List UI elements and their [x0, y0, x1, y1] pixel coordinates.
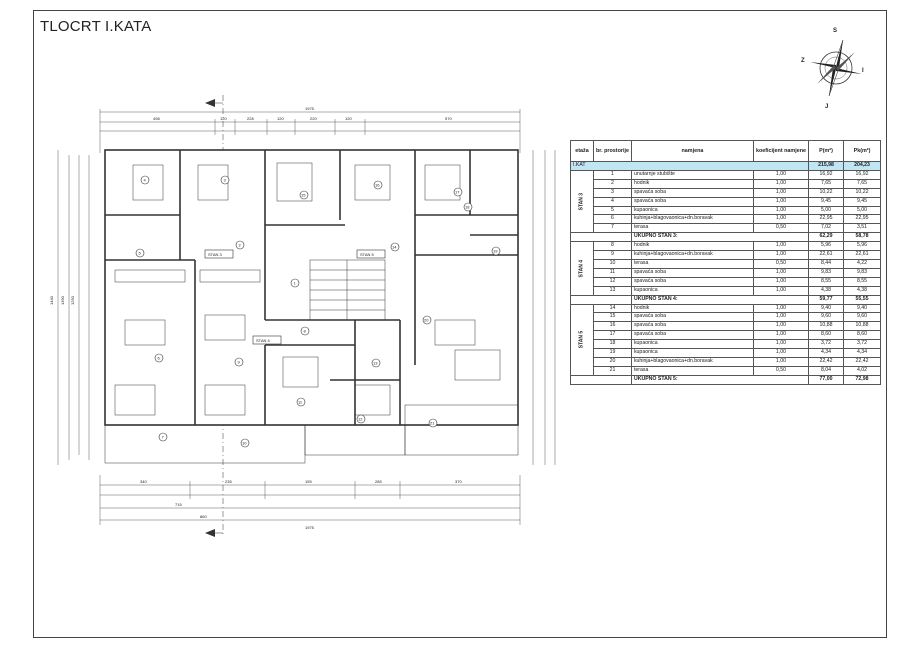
cell-namjena: kuhinja+blagovaonica+dn.boravak [631, 251, 753, 260]
cell-namjena: spavaća soba [631, 322, 753, 331]
compass-rose [800, 22, 870, 112]
table-row [571, 197, 881, 206]
cell-koef: 1,00 [753, 277, 808, 286]
table-row [571, 170, 881, 179]
left-dimensions [49, 150, 89, 465]
cell-p: 5,00 [809, 206, 844, 215]
total-spacer [571, 295, 632, 304]
cell-p: 8,55 [809, 277, 844, 286]
cell-namjena: kupaonica [631, 286, 753, 295]
cell-p: 22,42 [809, 357, 844, 366]
cell-p: 3,72 [809, 340, 844, 349]
bottom-dimensions [100, 475, 520, 530]
cell-br: 17 [594, 331, 632, 340]
table-row-total [571, 233, 881, 242]
dim-left-3: 1250 [70, 296, 75, 305]
dim-left-2: 1390 [60, 296, 65, 305]
compass-north: S [833, 28, 838, 34]
cell-br: 20 [594, 357, 632, 366]
stan5-plan-label: STAN 5 [360, 252, 374, 257]
table-row [571, 224, 881, 233]
cell-br: 6 [594, 215, 632, 224]
dim-bottom-4: 285 [375, 479, 382, 484]
dim-bottom-6: 715 [175, 502, 182, 507]
cell-koef: 1,00 [753, 188, 808, 197]
table-row [571, 322, 881, 331]
cell-namjena: hodnik [631, 304, 753, 313]
cell-namjena: spavaća soba [631, 188, 753, 197]
cell-pk: 9,83 [844, 268, 881, 277]
table-row [571, 304, 881, 313]
stan3-plan-label: STAN 3 [208, 252, 222, 257]
dim-bottom-2: 235 [225, 479, 232, 484]
cell-p: 8,44 [809, 259, 844, 268]
cell-p: 9,45 [809, 197, 844, 206]
kat-p: 215,98 [809, 162, 844, 171]
cell-namjena: terasa [631, 366, 753, 375]
cell-p: 8,04 [809, 366, 844, 375]
cell-br: 11 [594, 268, 632, 277]
cell-koef: 1,00 [753, 268, 808, 277]
cell-br: 19 [594, 349, 632, 358]
cell-koef: 1,00 [753, 242, 808, 251]
cell-koef: 1,00 [753, 331, 808, 340]
cell-br: 5 [594, 206, 632, 215]
stan4-plan-label: STAN 4 [256, 338, 270, 343]
cell-p: 9,60 [809, 313, 844, 322]
cell-br: 4 [594, 197, 632, 206]
col-etaza: etaža [571, 141, 594, 162]
dim-bottom-7: 860 [200, 514, 207, 519]
cell-pk: 9,45 [844, 197, 881, 206]
total-p: 59,77 [809, 295, 844, 304]
table-body [571, 162, 881, 385]
cell-koef: 1,00 [753, 286, 808, 295]
cell-koef: 0,50 [753, 224, 808, 233]
cell-koef: 0,50 [753, 259, 808, 268]
total-label: UKUPNO STAN 5: [631, 375, 808, 384]
cell-namjena: hodnik [631, 179, 753, 188]
cell-p: 4,34 [809, 349, 844, 358]
cell-namjena: spavaća soba [631, 268, 753, 277]
total-label: UKUPNO STAN 3: [631, 233, 808, 242]
cell-koef: 1,00 [753, 179, 808, 188]
room-21: 21 [430, 420, 435, 426]
cell-koef: 1,00 [753, 340, 808, 349]
dim-bottom-1: 340 [140, 479, 147, 484]
cell-br: 2 [594, 179, 632, 188]
cell-koef: 1,00 [753, 349, 808, 358]
col-p: P(m²) [809, 141, 844, 162]
table-row-total [571, 375, 881, 384]
table-row [571, 349, 881, 358]
cell-p: 10,22 [809, 188, 844, 197]
dim-bottom-8: 1975 [305, 525, 314, 530]
cell-pk: 4,34 [844, 349, 881, 358]
room-19: 19 [493, 248, 498, 254]
dim-top-1: 498 [153, 116, 160, 121]
col-koef: koeficijent namjene [753, 141, 808, 162]
cell-pk: 5,00 [844, 206, 881, 215]
right-dimensions [533, 150, 555, 465]
dim-top-2: 120 [220, 116, 227, 121]
cell-pk: 4,38 [844, 286, 881, 295]
total-pk: 58,78 [844, 233, 881, 242]
dim-bottom-5: 370 [455, 479, 462, 484]
compass-south: J [825, 104, 829, 110]
cell-koef: 0,50 [753, 366, 808, 375]
stan-group-label: STAN 5 [571, 304, 594, 375]
room-9: 9 [237, 359, 240, 365]
floor-plan [49, 95, 565, 545]
dim-bottom-3: 155 [305, 479, 312, 484]
cell-koef: 1,00 [753, 357, 808, 366]
cell-koef: 1,00 [753, 197, 808, 206]
room-4: 4 [143, 177, 146, 183]
cell-namjena: terasa [631, 224, 753, 233]
cell-br: 1 [594, 170, 632, 179]
room-16: 16 [375, 182, 380, 188]
total-pk: 72,98 [844, 375, 881, 384]
cell-p: 22,61 [809, 251, 844, 260]
room-5: 5 [138, 250, 141, 256]
cell-br: 12 [594, 277, 632, 286]
total-spacer [571, 375, 632, 384]
room-11: 11 [298, 399, 303, 405]
cell-br: 9 [594, 251, 632, 260]
col-namjena: namjena [631, 141, 753, 162]
cell-pk: 7,65 [844, 179, 881, 188]
cell-p: 10,88 [809, 322, 844, 331]
table-row [571, 313, 881, 322]
cell-pk: 8,60 [844, 331, 881, 340]
cell-pk: 4,02 [844, 366, 881, 375]
cell-namjena: terasa [631, 259, 753, 268]
room-12: 12 [358, 416, 363, 422]
table-row [571, 206, 881, 215]
dim-top-4: 120 [277, 116, 284, 121]
dim-top-3: 228 [247, 116, 254, 121]
cell-br: 8 [594, 242, 632, 251]
table-row [571, 215, 881, 224]
room-14: 14 [392, 244, 397, 250]
table-row [571, 366, 881, 375]
room-17: 17 [455, 189, 460, 195]
col-br: br. prostorije [594, 141, 632, 162]
cell-koef: 1,00 [753, 215, 808, 224]
total-label: UKUPNO STAN 4: [631, 295, 808, 304]
table-row [571, 277, 881, 286]
cell-pk: 4,22 [844, 259, 881, 268]
cell-namjena: kupaonica [631, 349, 753, 358]
cell-pk: 22,42 [844, 357, 881, 366]
cell-koef: 1,00 [753, 313, 808, 322]
table-row [571, 188, 881, 197]
cell-p: 22,95 [809, 215, 844, 224]
cell-p: 7,02 [809, 224, 844, 233]
table-row-total [571, 295, 881, 304]
room-3: 3 [223, 177, 226, 183]
cell-namjena: kuhinja+blagovaonica+dn.boravak [631, 357, 753, 366]
cell-p: 7,65 [809, 179, 844, 188]
cell-pk: 3,51 [844, 224, 881, 233]
room-15: 15 [301, 192, 306, 198]
total-p: 62,29 [809, 233, 844, 242]
cell-koef: 1,00 [753, 170, 808, 179]
top-dimensions [100, 106, 520, 153]
cell-pk: 3,72 [844, 340, 881, 349]
cell-pk: 8,55 [844, 277, 881, 286]
room-7: 7 [161, 434, 164, 440]
dim-top-6: 120 [345, 116, 352, 121]
cell-koef: 1,00 [753, 304, 808, 313]
cell-br: 13 [594, 286, 632, 295]
cell-koef: 1,00 [753, 251, 808, 260]
table-row [571, 331, 881, 340]
compass-west: Z [801, 58, 805, 64]
room-13: 13 [373, 360, 378, 366]
table-row-kat [571, 162, 881, 171]
table-row [571, 340, 881, 349]
cell-koef: 1,00 [753, 206, 808, 215]
kat-pk: 204,23 [844, 162, 881, 171]
dim-top-total: 1975 [305, 106, 314, 111]
cell-koef: 1,00 [753, 322, 808, 331]
cell-p: 16,92 [809, 170, 844, 179]
cell-br: 16 [594, 322, 632, 331]
cell-br: 18 [594, 340, 632, 349]
cell-pk: 10,22 [844, 188, 881, 197]
room-6: 6 [157, 355, 160, 361]
dim-left-1: 1440 [49, 296, 54, 305]
building-walls [105, 150, 518, 463]
compass-east: I [862, 68, 864, 74]
cell-namjena: spavaća soba [631, 197, 753, 206]
cell-p: 9,40 [809, 304, 844, 313]
cell-namjena: spavaća soba [631, 277, 753, 286]
total-spacer [571, 233, 632, 242]
cell-p: 8,60 [809, 331, 844, 340]
room-1: 1 [293, 280, 296, 286]
cell-pk: 22,61 [844, 251, 881, 260]
table-row [571, 286, 881, 295]
table-row [571, 179, 881, 188]
table-row [571, 242, 881, 251]
room-10: 10 [242, 440, 247, 446]
cell-br: 10 [594, 259, 632, 268]
room-2: 2 [238, 242, 241, 248]
table-row [571, 259, 881, 268]
col-pk: Pk(m²) [844, 141, 881, 162]
total-pk: 55,55 [844, 295, 881, 304]
cell-p: 5,96 [809, 242, 844, 251]
table-row [571, 357, 881, 366]
room-8: 8 [303, 328, 306, 334]
cell-br: 14 [594, 304, 632, 313]
cell-pk: 5,96 [844, 242, 881, 251]
cell-namjena: kupaonica [631, 206, 753, 215]
table-row [571, 268, 881, 277]
cell-namjena: spavaća soba [631, 313, 753, 322]
stan-group-label: STAN 3 [571, 170, 594, 232]
cell-br: 3 [594, 188, 632, 197]
cell-namjena: kuhinja+blagovaonica+dn.boravak [631, 215, 753, 224]
cell-pk: 10,88 [844, 322, 881, 331]
stan-group-label: STAN 4 [571, 242, 594, 295]
table-row [571, 251, 881, 260]
dim-top-7: 570 [445, 116, 452, 121]
cell-pk: 22,95 [844, 215, 881, 224]
cell-p: 9,83 [809, 268, 844, 277]
cell-p: 4,38 [809, 286, 844, 295]
total-p: 77,00 [809, 375, 844, 384]
room-20: 20 [424, 317, 429, 323]
sheet-title: TLOCRT I.KATA [40, 18, 152, 35]
cell-br: 7 [594, 224, 632, 233]
cell-pk: 16,92 [844, 170, 881, 179]
cell-pk: 9,40 [844, 304, 881, 313]
cell-pk: 9,60 [844, 313, 881, 322]
cell-namjena: unutarnje stubište [631, 170, 753, 179]
dim-top-5: 220 [310, 116, 317, 121]
room-area-table [570, 140, 881, 385]
cell-br: 15 [594, 313, 632, 322]
cell-br: 21 [594, 366, 632, 375]
cell-namjena: hodnik [631, 242, 753, 251]
room-18: 18 [465, 204, 470, 210]
cell-namjena: kupaonica [631, 340, 753, 349]
kat-label: I.KAT [571, 162, 809, 171]
cell-namjena: spavaća soba [631, 331, 753, 340]
